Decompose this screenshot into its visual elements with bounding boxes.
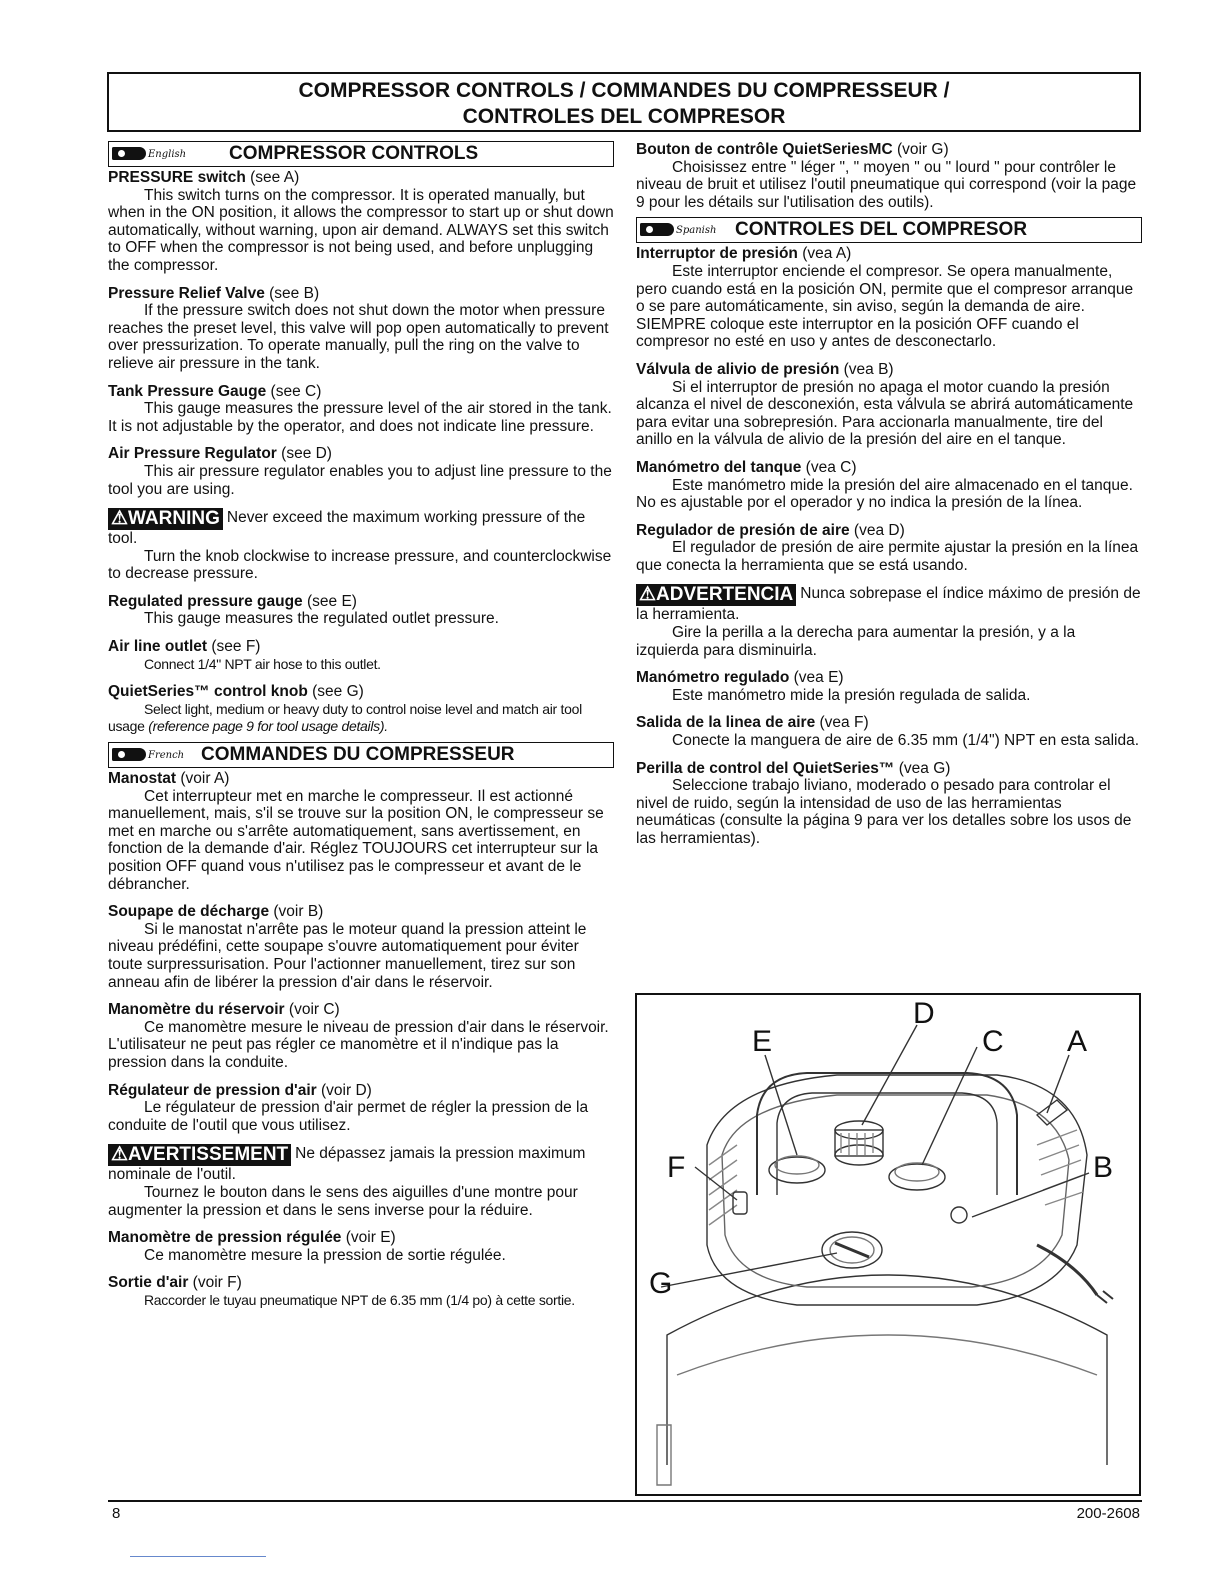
spanish-section-header	[636, 217, 1142, 243]
es-s1-heading: Interruptor de presión (vea A)	[636, 245, 852, 263]
en-s5-heading: Regulated pressure gauge (see E)	[108, 592, 357, 610]
language-tab-icon	[640, 223, 674, 236]
page-title	[107, 72, 1141, 132]
fr-s2-heading: Soupape de décharge (voir B)	[108, 903, 324, 921]
fr-s5-body: Ce manomètre mesure la pression de sortie régulée.	[144, 1246, 506, 1264]
title-line-1: COMPRESSOR CONTROLS / COMMANDES DU COMPRESSEUR /	[298, 79, 950, 102]
es-s2-heading: Válvula de alivio de presión (vea B)	[636, 360, 894, 378]
fr-s5-heading: Manomètre de pression régulée (voir E)	[108, 1229, 396, 1247]
es-s5-body: Este manómetro mide la presión regulada de salida.	[672, 686, 1031, 704]
link-underline	[130, 1556, 266, 1557]
es-s7-heading: Perilla de control del QuietSeries™ (vea G)	[636, 759, 951, 777]
french-section-header	[108, 742, 614, 768]
right-column	[636, 141, 1142, 848]
english-language-badge: English	[112, 145, 194, 162]
footer-rule	[108, 1500, 1142, 1502]
es-s1-body: Este interruptor enciende el compresor. Se opera manualmente, pero cuando está en la posición ON, permite que el compresor arranque o se pare automáticamente, sin aviso, según la demanda de aire. SIEMPRE coloque este interruptor en la posición OFF cuando el compresor no esté en uso y antes de desconectarlo.	[636, 262, 1134, 351]
en-s6-heading: Air line outlet (see F)	[108, 638, 261, 656]
en-s1-heading: PRESSURE switch (see A)	[108, 169, 300, 186]
en-s7-body: Select light, medium or heavy duty to control noise level and match air tool usage (reference page 9 for tool usage details).	[108, 700, 582, 735]
fr-s1-body: Cet interrupteur met en marche le compresseur. Il est actionné manuellement, mais, s'il se trouve sur la position ON, le compresseur se met en marche ou s'arrête automatiquement, sans avertissement, en fonction de la demande d'air. Réglez TOUJOURS cet interrupteur sur la position OFF quand vous n'utilisez pas le compresseur et avant de le débrancher.	[108, 787, 604, 893]
en-s1-body: This switch turns on the compressor. It is operated manually, but when in the ON position, it allows the compressor to start up or shut down automatically, without warning, upon air demand. ALWAYS set this switch to OFF when the compressor is not being used, and before unplugging the compressor.	[108, 186, 614, 274]
left-column	[108, 141, 614, 1309]
compressor-illustration	[635, 993, 1141, 1496]
es-s6-body: Conecte la manguera de aire de 6.35 mm (1/4") NPT en esta salida.	[672, 732, 1140, 750]
fr-s4-body: Le régulateur de pression d'air permet de régler la pression de la conduite de l'outil que vous utilisez.	[108, 1099, 589, 1134]
french-language-badge: French	[112, 746, 194, 763]
document-number: 200-2608	[1076, 1505, 1140, 1522]
en-s4-heading: Air Pressure Regulator (see D)	[108, 445, 332, 463]
french-heading: COMMANDES DU COMPRESSEUR	[201, 744, 515, 766]
english-section-header	[108, 141, 614, 167]
es-s3-body: Este manómetro mide la presión del aire almacenado en el tanque. No es ajustable por el operador y no indica la presión de la línea.	[636, 476, 1133, 512]
en-s2-body: If the pressure switch does not shut down the motor when pressure reaches the preset level, this valve will pop open automatically to prevent over pressurization. To operate manually, pull the ring on the valve to relieve air pressure in the tank.	[108, 302, 609, 372]
spanish-heading: CONTROLES DEL COMPRESOR	[735, 219, 1028, 241]
label-c: C	[982, 1025, 1004, 1058]
fr-s3-body: Ce manomètre mesure le niveau de pression d'air dans le réservoir. L'utilisateur ne peut pas régler ce manomètre et il n'indique pas la pression dans la conduite.	[108, 1018, 609, 1071]
fr-s2-body: Si le manostat n'arrête pas le moteur quand la pression atteint le niveau prédéfini, cette soupape s'ouvre automatiquement pour éviter toute surpressurisation. Pour l'actionner manuellement, tirez sur son anneau afin de libérer la pression d'air dans le réservoir.	[108, 920, 587, 991]
english-heading: COMPRESSOR CONTROLS	[229, 143, 479, 164]
label-g: G	[649, 1267, 673, 1300]
fr-warning: ⚠AVERTISSEMENT Ne dépassez jamais la pression maximum nominale de l'outil.	[108, 1144, 586, 1184]
en-s3-heading: Tank Pressure Gauge (see C)	[108, 382, 322, 400]
label-f: F	[667, 1151, 686, 1184]
page-number: 8	[112, 1505, 121, 1522]
fr-s6-heading: Sortie d'air (voir F)	[108, 1274, 242, 1292]
en-warning-body: Turn the knob clockwise to increase pressure, and counterclockwise to decrease pressure.	[108, 547, 612, 583]
title-line-2: CONTROLES DEL COMPRESOR	[462, 105, 786, 128]
fr-s3-heading: Manomètre du réservoir (voir C)	[108, 1001, 340, 1019]
en-s4-body: This air pressure regulator enables you to adjust line pressure to the tool you are using.	[108, 462, 612, 498]
label-b: B	[1093, 1151, 1114, 1184]
en-s3-body: This gauge measures the pressure level of the air stored in the tank. It is not adjustable by the operator, and does not indicate line pressure.	[108, 400, 612, 435]
en-s6-body: Connect 1/4" NPT air hose to this outlet.	[144, 655, 381, 672]
fr-warning-body: Tournez le bouton dans le sens des aiguilles d'une montre pour augmenter la pression et dans le sens inverse pour la réduire.	[108, 1183, 578, 1219]
fr-s7-body: Choisissez entre " léger ", " moyen " ou " lourd " pour contrôler le niveau de bruit et utilisez l'outil pneumatique qui correspond (voir la page 9 pour les détails sur l'utilisation des outils).	[636, 158, 1137, 211]
fr-s1-heading: Manostat (voir A)	[108, 770, 230, 788]
en-s2-heading: Pressure Relief Valve (see B)	[108, 284, 320, 302]
warning-badge: ⚠AVERTISSEMENT	[108, 1144, 291, 1166]
es-s2-body: Si el interruptor de presión no apaga el motor cuando la presión alcanza el nivel de desconexión, esta válvula se abrirá automáticamente para evitar una sobrepresión. Para accionarla manualmente, tire del anillo en la válvula de alivio de la presión del aire en el tanque.	[636, 378, 1134, 449]
en-s5-body: This gauge measures the regulated outlet pressure.	[144, 610, 499, 628]
es-s3-heading: Manómetro del tanque (vea C)	[636, 458, 857, 476]
es-s4-body: El regulador de presión de aire permite ajustar la presión en la línea que conecta la herramienta que se está usando.	[636, 539, 1139, 574]
es-warning-body: Gire la perilla a la derecha para aumentar la presión, y a la izquierda para disminuirla.	[636, 624, 1076, 659]
fr-s4-heading: Régulateur de pression d'air (voir D)	[108, 1081, 372, 1099]
language-tab-icon	[112, 748, 146, 761]
es-s7-body: Seleccione trabajo liviano, moderado o pesado para controlar el nivel de ruido, según la intensidad de uso de las herramientas neumáticas (consulte la página 9 para ver los detalles sobre los usos de las herramientas).	[636, 777, 1132, 847]
language-tab-icon	[112, 147, 146, 160]
spanish-language-badge: Spanish	[640, 221, 722, 238]
label-e: E	[752, 1025, 773, 1058]
label-a: A	[1067, 1025, 1088, 1058]
en-s7-heading: QuietSeries™ control knob (see G)	[108, 683, 364, 701]
fr-s6-body: Raccorder le tuyau pneumatique NPT de 6.35 mm (1/4 po) à cette sortie.	[144, 1291, 575, 1308]
es-s5-heading: Manómetro regulado (vea E)	[636, 669, 844, 687]
es-s6-heading: Salida de la linea de aire (vea F)	[636, 714, 869, 732]
es-warning: ⚠ADVERTENCIA Nunca sobrepase el índice máximo de presión de la herramienta.	[636, 584, 1141, 624]
en-warning: ⚠WARNING Never exceed the maximum working pressure of the tool.	[108, 508, 586, 548]
warning-badge: ⚠ADVERTENCIA	[636, 584, 796, 606]
fr-s7-heading: Bouton de contrôle QuietSeriesMC (voir G)	[636, 141, 949, 158]
warning-badge: ⚠WARNING	[108, 508, 223, 530]
compressor-drawing	[637, 995, 1139, 1494]
es-s4-heading: Regulador de presión de aire (vea D)	[636, 521, 905, 539]
label-d: D	[913, 997, 935, 1030]
